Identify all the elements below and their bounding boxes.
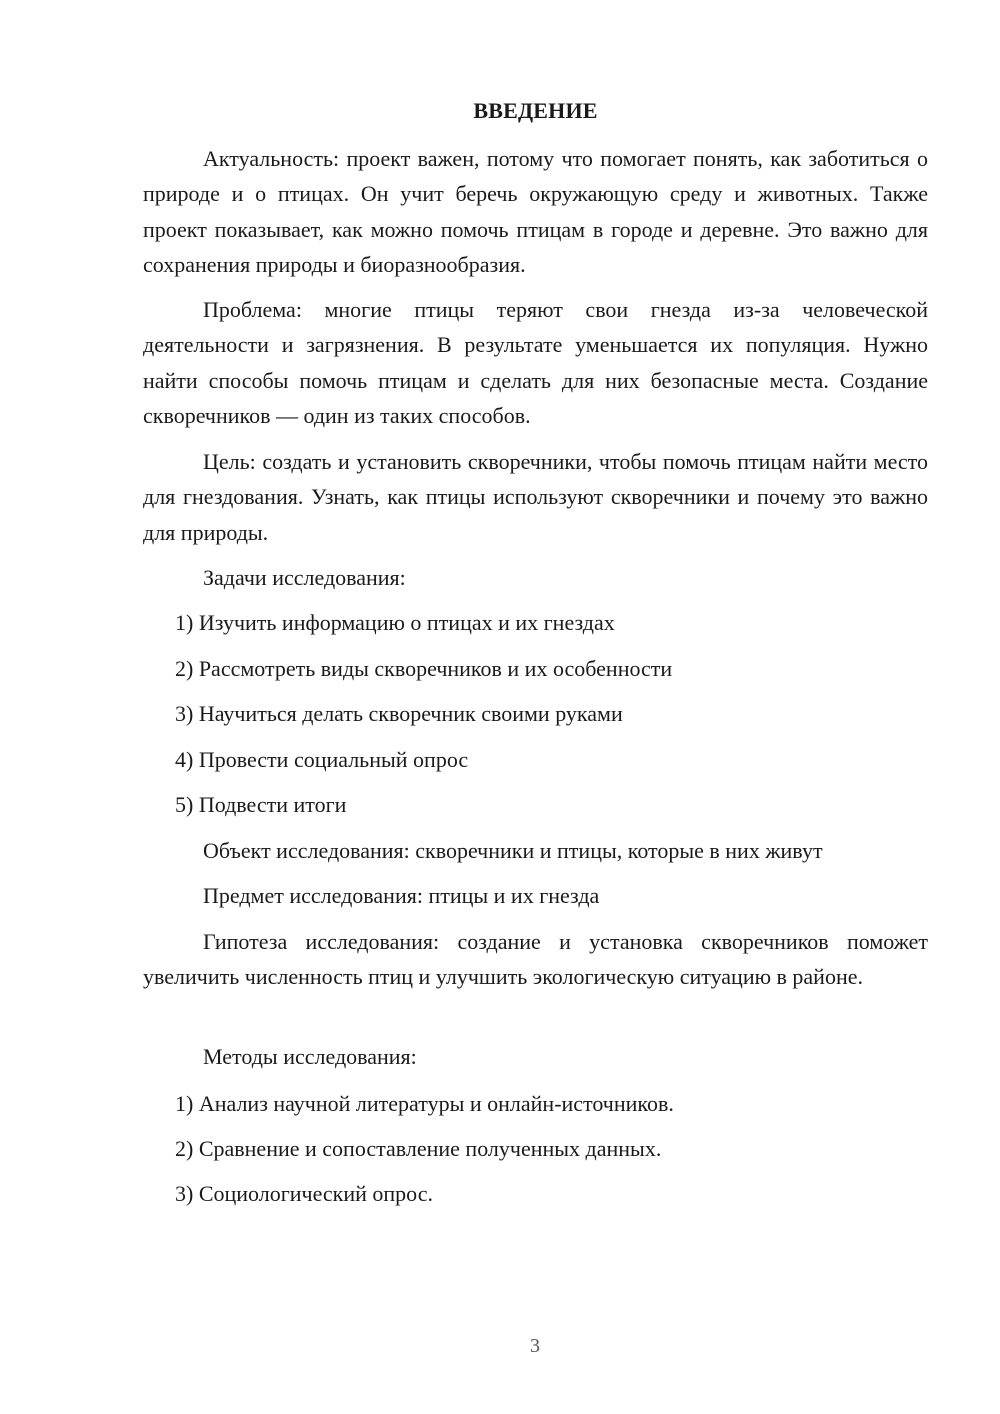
task-item: 4) Провести социальный опрос bbox=[175, 747, 469, 772]
task-item: 5) Подвести итоги bbox=[175, 792, 347, 817]
method-item: 2) Сравнение и сопоставление полученных данных. bbox=[175, 1136, 662, 1161]
method-item: 3) Социологический опрос. bbox=[175, 1181, 433, 1206]
tasks-heading: Задачи исследования: bbox=[203, 565, 406, 590]
paragraph-relevance: Актуальность: проект важен, потому что помогает понять, как заботиться о природе и о птицах. Он учит беречь окружающую среду и животных. Также проект показывает, как можно помочь птицам в городе и деревне. Это важно для сохранения природы и биоразнообразия. bbox=[143, 146, 928, 277]
task-item: 3) Научиться делать скворечник своими руками bbox=[175, 701, 623, 726]
methods-heading: Методы исследования: bbox=[203, 1044, 417, 1069]
method-item: 1) Анализ научной литературы и онлайн-источников. bbox=[175, 1091, 674, 1116]
task-item: 1) Изучить информацию о птицах и их гнездах bbox=[175, 610, 615, 635]
page-title: ВВЕДЕНИЕ bbox=[473, 98, 598, 123]
research-subject: Предмет исследования: птицы и их гнезда bbox=[203, 883, 600, 908]
paragraph-hypothesis: Гипотеза исследования: создание и установка скворечников поможет увеличить численность птиц и улучшить экологическую ситуацию в районе. bbox=[143, 929, 928, 990]
paragraph-problem: Проблема: многие птицы теряют свои гнезда из-за человеческой деятельности и загрязнения. В результате уменьшается их популяция. Нужно найти способы помочь птицам и сделать для них безопасные места. Создание скворечников — один из таких способов. bbox=[143, 297, 928, 428]
research-object: Объект исследования: скворечники и птицы, которые в них живут bbox=[203, 838, 823, 863]
page-number: 3 bbox=[530, 1335, 540, 1357]
task-item: 2) Рассмотреть виды скворечников и их особенности bbox=[175, 656, 673, 681]
paragraph-goal: Цель: создать и установить скворечники, чтобы помочь птицам найти место для гнездования. Узнать, как птицы используют скворечники и почему это важно для природы. bbox=[143, 449, 928, 545]
